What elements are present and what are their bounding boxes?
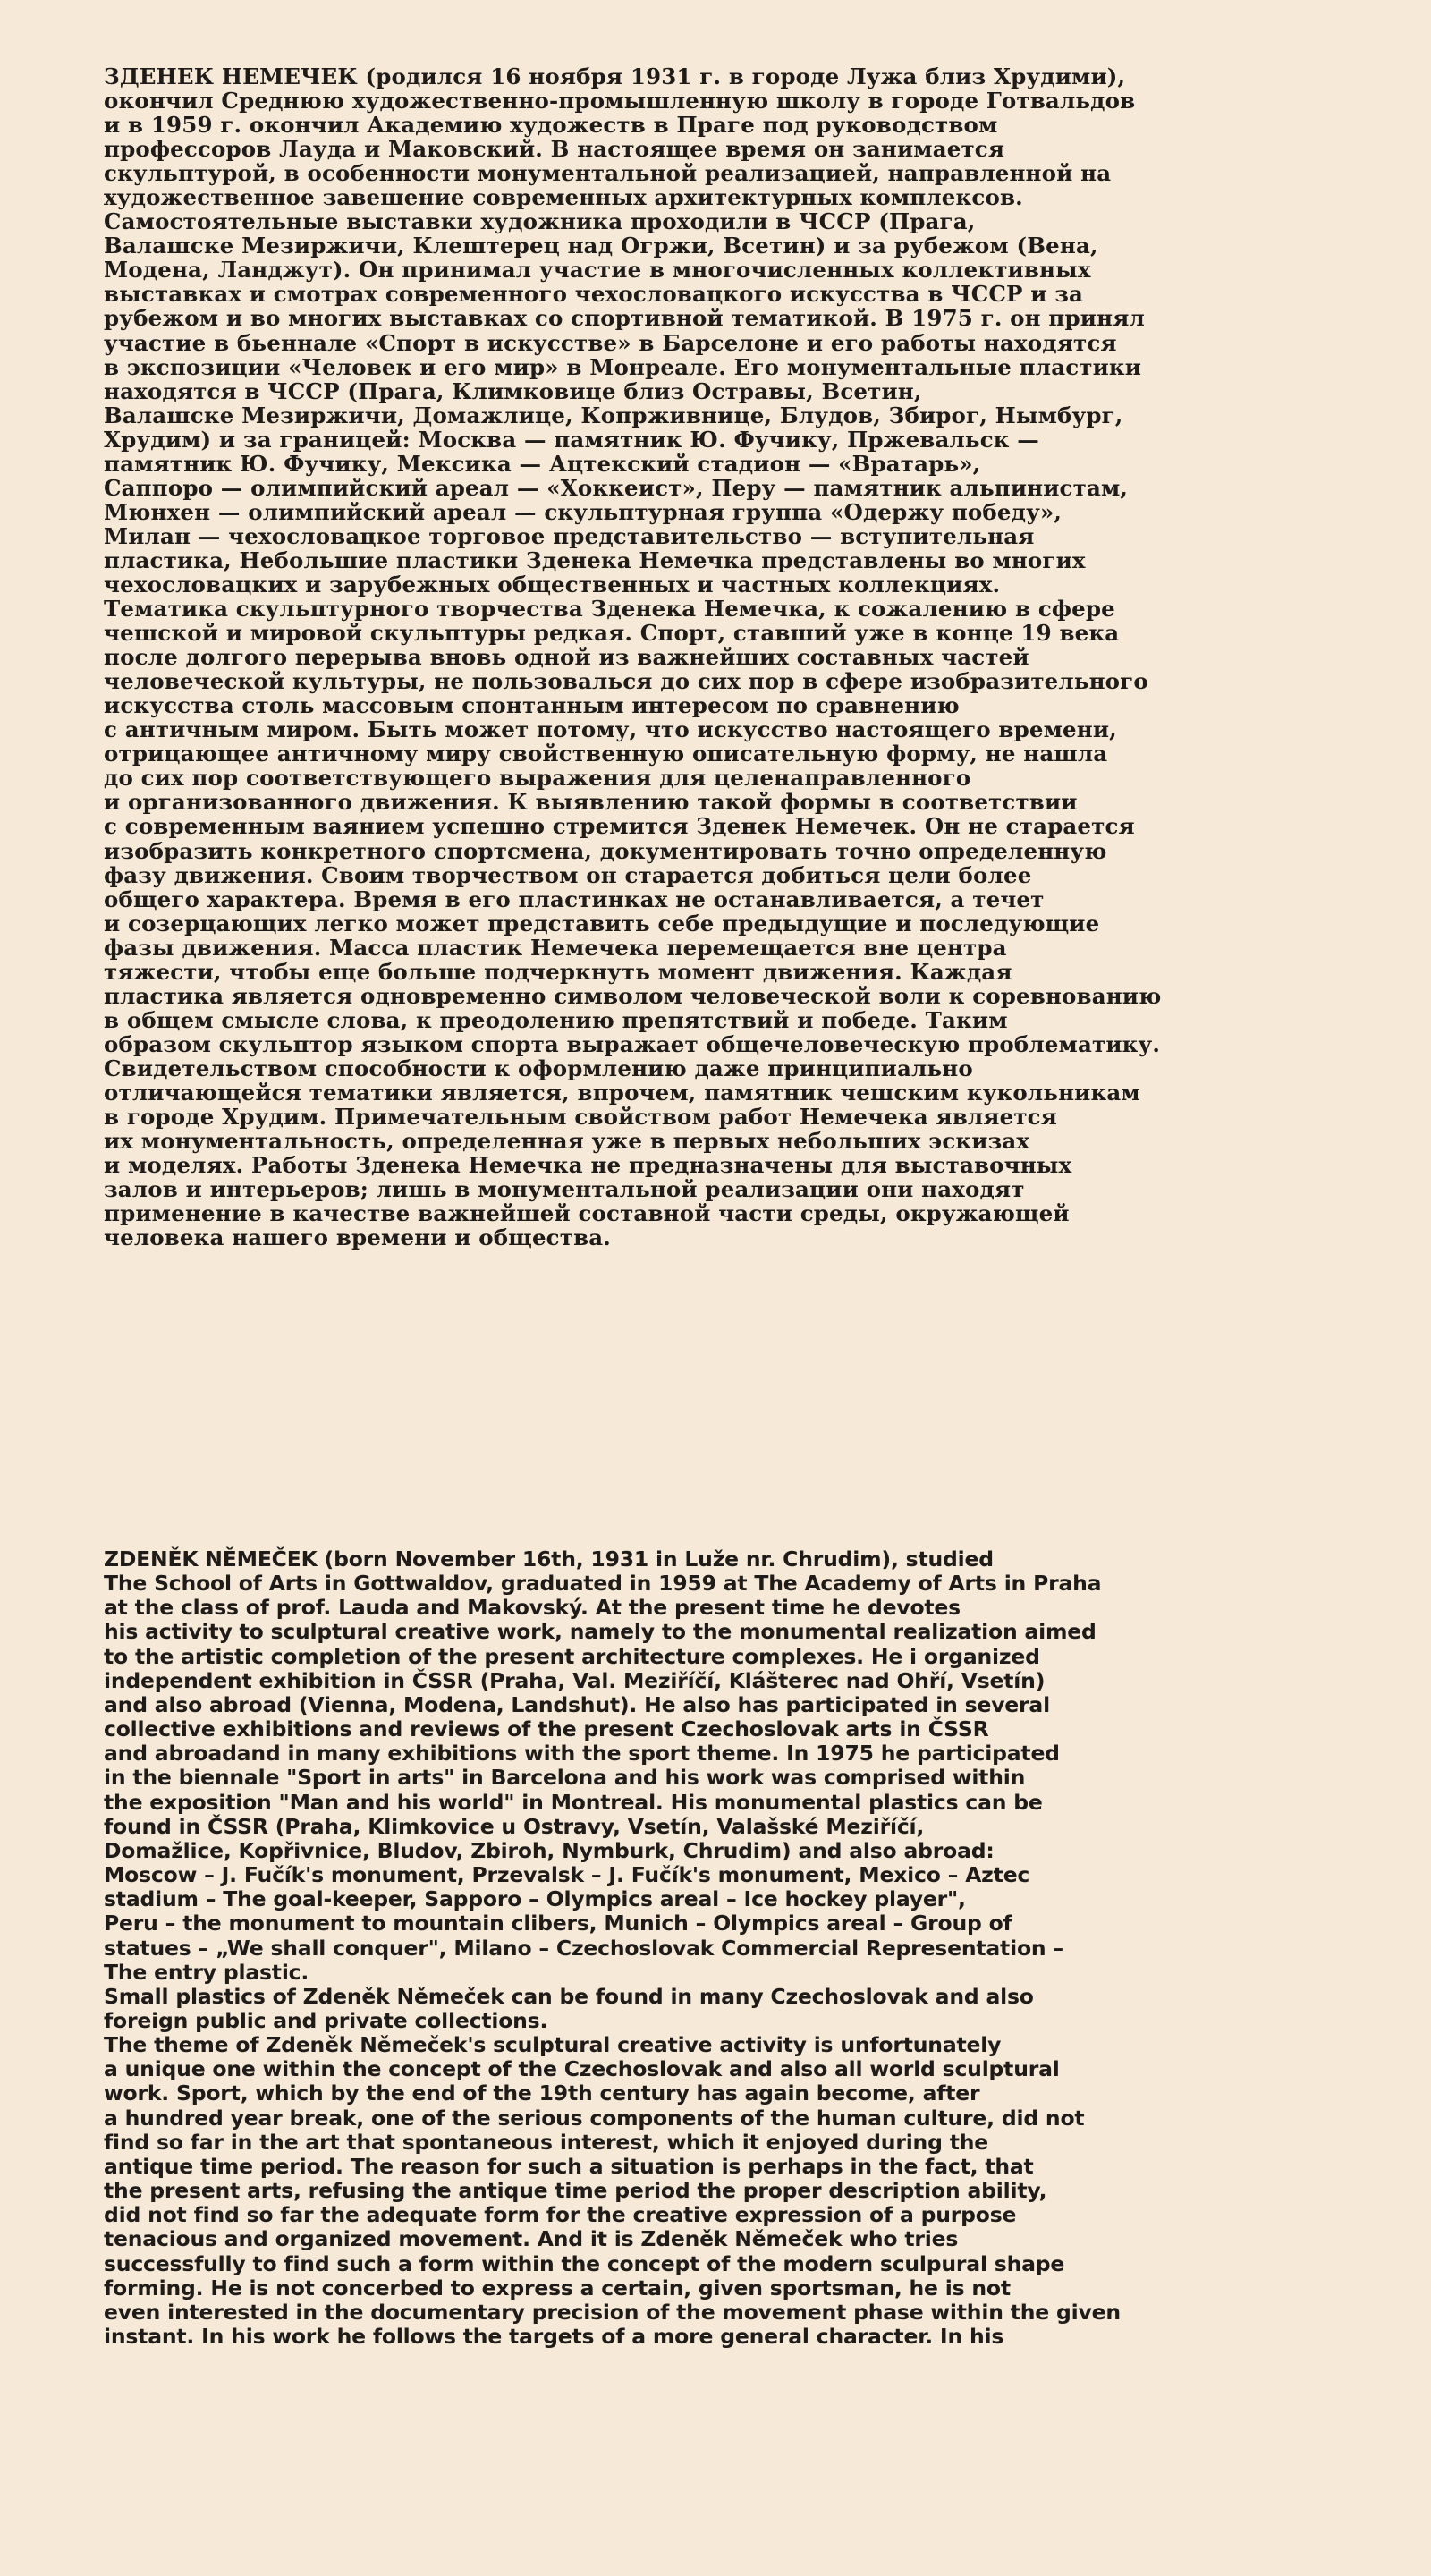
english-text-line: Moscow – J. Fučík's monument, Przevalsk – J. Fučík's monument, Mexico – Aztec <box>104 1862 1030 1888</box>
russian-text-line: в экспозиции «Человек и его мир» в Монреале. Его монументальные пластики <box>104 353 1142 380</box>
english-text-line: instant. In his work he follows the targets of a more general character. In his <box>104 2324 1004 2349</box>
russian-text-line: и в 1959 г. окончил Академию художеств в Праге под руководством <box>104 112 998 139</box>
english-text-line: a hundred year break, one of the serious components of the human culture, did not <box>104 2105 1085 2131</box>
english-text-line: the exposition "Man and his world" in Montreal. His monumental plastics can be <box>104 1789 1043 1815</box>
russian-text-line: Хрудим) и за границей: Москва — памятник Ю. Фучику, Пржевальск — <box>104 426 1039 453</box>
english-text-line: foreign public and private collections. <box>104 2007 548 2033</box>
english-text-line: a unique one within the concept of the Czechoslovak and also all world sculptural <box>104 2056 1060 2082</box>
english-text-line: forming. He is not concerbed to express a certain, given sportsman, he is not <box>104 2275 1011 2301</box>
english-text-line: in the biennale "Sport in arts" in Barcelona and his work was comprised within <box>104 1765 1026 1791</box>
russian-text-line: в общем смысле слова, к преодолению препятствий и победе. Таким <box>104 1006 1008 1033</box>
english-text-line: Peru – the monument to mountain clibers, Munich – Olympics areal – Group of <box>104 1911 1012 1936</box>
russian-text-line: Модена, Ланджут). Он принимал участие в многочисленных коллективных <box>104 257 1091 284</box>
russian-text-line: отличающейся тематики является, впрочем, памятник чешским кукольникам <box>104 1079 1140 1106</box>
russian-text-line: применение в качестве важнейшей составной части среды, окружающей <box>104 1200 1070 1227</box>
russian-text-line: скульптурой, в особенности монументальной реализацией, направленной на <box>104 160 1112 187</box>
english-text-line: antique time period. The reason for such a situation is perhaps in the fact, that <box>104 2153 1034 2179</box>
russian-text-line: художественное завешение современных архитектурных комплексов. <box>104 184 1023 211</box>
russian-text-line: чехословацких и зарубежных общественных и частных коллекциях. <box>104 571 1001 597</box>
english-text-line: independent exhibition in ČSSR (Praha, Val. Meziříčí, Klášterec nad Ohří, Vsetín) <box>104 1667 1046 1693</box>
russian-text-line: изобразить конкретного спортсмена, документировать точно определенную <box>104 837 1107 864</box>
russian-text-line: и организованного движения. К выявлению такой формы в соответствии <box>104 789 1078 816</box>
english-text-line: and also abroad (Vienna, Modena, Landshut). He also has participated in several <box>104 1691 1050 1717</box>
russian-text-line: с античным миром. Быть может потому, что искусство настоящего времени, <box>104 716 1117 743</box>
russian-text-line: памятник Ю. Фучику, Мексика — Ацтекский стадион — «Вратарь», <box>104 450 981 477</box>
russian-text-line: профессоров Лауда и Маковский. В настоящее время он занимается <box>104 136 1005 163</box>
english-text-line: and abroadand in many exhibitions with the sport theme. In 1975 he participated <box>104 1741 1060 1767</box>
russian-text-line: тяжести, чтобы еще больше подчеркнуть момент движения. Каждая <box>104 958 1012 985</box>
russian-text-line: фазу движения. Своим творчеством он старается добиться цели более <box>104 861 1032 888</box>
russian-text-line: Валашске Мезиржичи, Домажлице, Копрживнице, Блудов, Збирог, Нымбург, <box>104 402 1123 428</box>
russian-text-line: и созерцающих легко может представить себе предыдущие и последующие <box>104 910 1100 936</box>
russian-text-line: Милан — чехословацкое торговое представительство — вступительная <box>104 522 1035 549</box>
english-text-line: even interested in the documentary precision of the movement phase within the given <box>104 2299 1121 2325</box>
russian-text-line: рубежом и во многих выставках со спортивной тематикой. В 1975 г. он принял <box>104 305 1145 332</box>
russian-text-line: общего характера. Время в его пластинках не останавливается, а течет <box>104 886 1045 912</box>
russian-text-line: окончил Среднюю художественно-промышленную школу в городе Готвальдов <box>104 88 1136 114</box>
russian-text-line: Свидетельством способности к оформлению даже принципиально <box>104 1055 973 1081</box>
english-text-line: Domažlice, Kopřivnice, Bludov, Zbiroh, Nymburk, Chrudim) and also abroad: <box>104 1837 995 1863</box>
english-biography-text <box>104 1547 1311 2349</box>
russian-text-line: пластика является одновременно символом человеческой воли к соревнованию <box>104 982 1162 1009</box>
russian-text-line: их монументальность, определенная уже в первых небольших эскизах <box>104 1128 1030 1155</box>
russian-text-line: Мюнхен — олимпийский ареал — скульптурная группа «Одержу победу», <box>104 498 1063 525</box>
russian-text-line: чешской и мировой скульптуры редкая. Спорт, ставший уже в конце 19 века <box>104 620 1120 647</box>
russian-text-line: человека нашего времени и общества. <box>104 1224 611 1251</box>
russian-text-line: залов и интерьеров; лишь в монументальной реализации они находят <box>104 1176 1025 1203</box>
english-text-line: his activity to sculptural creative work, namely to the monumental realization aimed <box>104 1619 1097 1645</box>
russian-text-line: человеческой культуры, не пользовалься до сих пор в сфере изобразительного <box>104 668 1148 695</box>
russian-text-line: с современным ваянием успешно стремится Зденек Немечек. Он не старается <box>104 813 1135 840</box>
russian-text-line: Саппоро — олимпийский ареал — «Хоккеист», Перу — памятник альпинистам, <box>104 474 1129 501</box>
russian-text-line: пластика, Небольшие пластики Зденека Немечка представлены во многих <box>104 547 1086 573</box>
english-text-line: find so far in the art that spontaneous interest, which it enjoyed during the <box>104 2129 988 2155</box>
russian-text-line: отрицающее античному миру свойственную описательную форму, не нашла <box>104 741 1108 767</box>
english-text-line: Small plastics of Zdeněk Němeček can be found in many Czechoslovak and also <box>104 1983 1034 2009</box>
russian-biography-text <box>104 64 1311 1250</box>
russian-text-line: ЗДЕНЕК НЕМЕЧЕК (родился 16 ноября 1931 г. в городе Лужа близ Хрудими), <box>104 64 1126 89</box>
russian-text-line: находятся в ЧССР (Прага, Климковице близ Остравы, Всетин, <box>104 377 922 404</box>
russian-text-line: фазы движения. Масса пластик Немечека перемещается вне центра <box>104 934 1007 961</box>
english-text-line: stadium – The goal-keeper, Sapporo – Olympics areal – Ice hockey player", <box>104 1886 966 1912</box>
russian-text-line: после долгого перерыва вновь одной из важнейших составных частей <box>104 644 1029 671</box>
russian-text-line: выставках и смотрах современного чехословацкого искусства в ЧССР и за <box>104 281 1084 308</box>
russian-text-line: Тематика скульптурного творчества Зденека Немечка, к сожалению в сфере <box>104 596 1115 623</box>
english-text-line: The entry plastic. <box>104 1959 309 1985</box>
english-text-line: successfully to find such a form within the concept of the modern sculpural shape <box>104 2250 1065 2276</box>
russian-text-line: Самостоятельные выставки художника проходили в ЧССР (Прага, <box>104 208 976 235</box>
russian-text-line: до сих пор соответствующего выражения для целенаправленного <box>104 765 971 792</box>
russian-text-line: в городе Хрудим. Примечательным свойством работ Немечека является <box>104 1104 1057 1131</box>
russian-text-line: образом скульптор языком спорта выражает общечеловеческую проблематику. <box>104 1030 1161 1057</box>
english-text-line: The School of Arts in Gottwaldov, graduated in 1959 at The Academy of Arts in Praha <box>104 1571 1102 1597</box>
english-text-line: at the class of prof. Lauda and Makovský. At the present time he devotes <box>104 1595 961 1621</box>
russian-text-line: и моделях. Работы Зденека Немечка не предназначены для выставочных <box>104 1152 1072 1179</box>
english-text-line: ZDENĚK NĚMEČEK (born November 16th, 1931 in Luže nr. Chrudim), studied <box>104 1546 994 1572</box>
english-text-line: found in ČSSR (Praha, Klimkovice u Ostravy, Vsetín, Valašské Meziříčí, <box>104 1813 925 1839</box>
english-text-line: the present arts, refusing the antique time period the proper description ability, <box>104 2178 1047 2204</box>
english-text-line: tenacious and organized movement. And it is Zdeněk Němeček who tries <box>104 2226 959 2252</box>
english-text-line: collective exhibitions and reviews of the present Czechoslovak arts in ČSSR <box>104 1716 989 1742</box>
russian-text-line: искусства столь массовым спонтанным интересом по сравнению <box>104 692 960 719</box>
english-text-line: The theme of Zdeněk Němeček's sculptural creative activity is unfortunately <box>104 2032 1002 2058</box>
russian-text-line: участие в бьеннале «Спорт в искусстве» в Барселоне и его работы находятся <box>104 329 1117 356</box>
english-text-line: to the artistic completion of the present architecture complexes. He i organized <box>104 1643 1040 1669</box>
russian-text-line: Валашске Мезиржичи, Клештерец над Огржи, Всетин) и за рубежом (Вена, <box>104 233 1098 259</box>
english-text-line: statues – „We shall conquer", Milano – Czechoslovak Commercial Representation – <box>104 1935 1063 1961</box>
english-text-line: work. Sport, which by the end of the 19th century has again become, after <box>104 2080 980 2106</box>
english-text-line: did not find so far the adequate form for the creative expression of a purpose <box>104 2202 1017 2228</box>
